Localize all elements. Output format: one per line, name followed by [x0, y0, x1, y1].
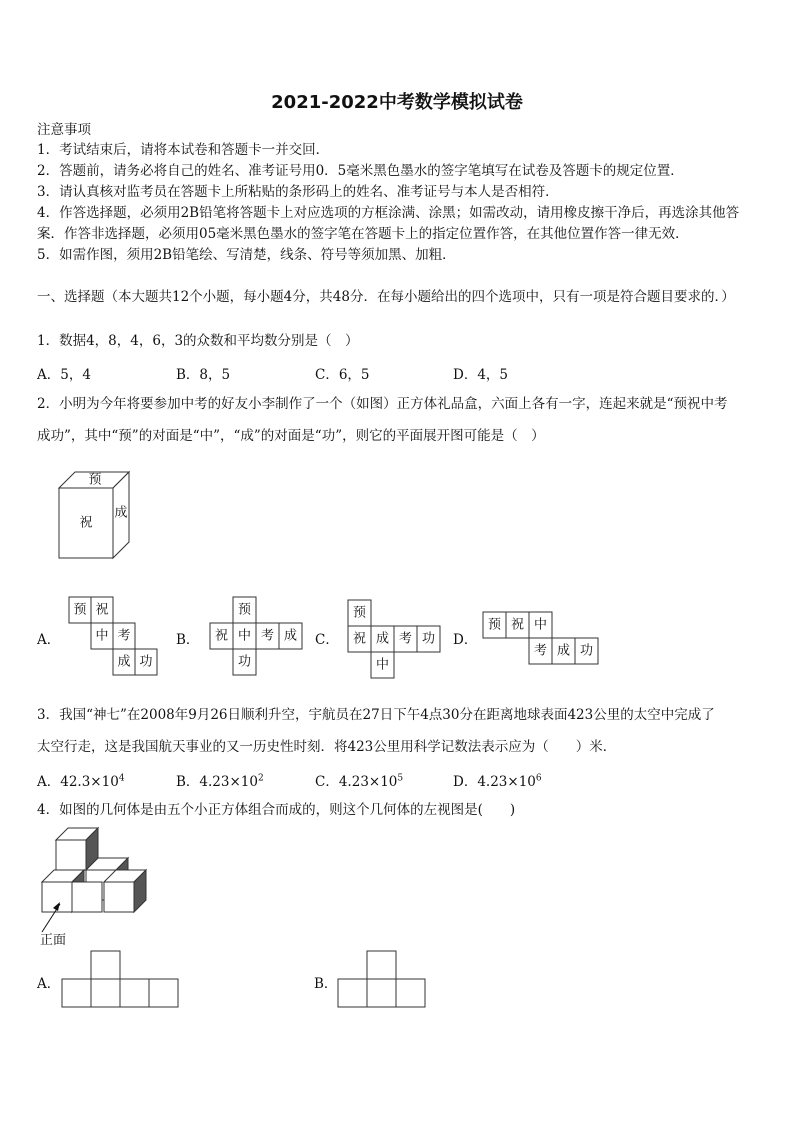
q4-option-a-figure [61, 950, 181, 1014]
q3-option-d-label: D． [453, 774, 478, 790]
q3-option-c-exp: 5 [397, 773, 404, 784]
net-d-cell: 中 [533, 617, 548, 633]
notice-item-3: 3．请认真核对监考员在答题卡上所粘贴的条形码上的姓名、准考证号与本人是否相符． [37, 184, 559, 200]
net-d-cell: 预 [487, 617, 502, 633]
q1-option-c[interactable]: C．6，5 [315, 367, 370, 383]
q3-option-d[interactable] [453, 770, 542, 790]
q2-option-d[interactable]: D． [453, 632, 478, 648]
net-c-cell: 预 [352, 605, 367, 621]
q3-option-c-label: C． [315, 774, 339, 790]
net-b-cell: 中 [237, 628, 252, 644]
q2-net-d [482, 611, 600, 673]
notice-item-5: 5．如需作图，须用2B铅笔绘、写清楚，线条、符号等须加黑、加粗． [37, 247, 456, 263]
section-heading: 一、选择题（本大题共12个小题，每小题4分，共48分．在每小题给出的四个选项中，只有一项是符合题目要求的．） [37, 289, 735, 305]
q1-option-b[interactable]: B．8，5 [176, 367, 231, 383]
net-c-cell: 祝 [352, 631, 367, 647]
cube-right-char: 成 [114, 505, 128, 521]
cube-top-char: 预 [88, 472, 102, 488]
q3-option-d-exp: 6 [535, 773, 542, 784]
q3-option-b-base: 4.23×10 [199, 774, 258, 790]
q3-option-c[interactable] [315, 770, 403, 790]
q3-option-a-base: 42.3×10 [60, 774, 119, 790]
q2-net-a [68, 596, 162, 684]
q2-net-b [209, 596, 305, 684]
q2-net-c [347, 599, 443, 687]
net-d-cell: 功 [579, 643, 594, 659]
q2-option-c[interactable]: C． [315, 632, 339, 648]
q3-stem-line2: 太空行走，这是我国航天事业的又一历史性时刻．将423公里用科学记数法表示应为（ ）米． [37, 739, 617, 755]
net-c-cell: 中 [375, 657, 390, 673]
q1-stem: 1．数据4，8，4，6，3的众数和平均数分别是（ ） [37, 333, 359, 349]
notice-heading: 注意事项 [37, 122, 91, 138]
q3-option-c-base: 4.23×10 [338, 774, 398, 790]
net-c-cell: 考 [398, 631, 413, 647]
q2-stem-line2: 成功”，其中“预”的对面是“中”，“成”的对面是“功”，则它的平面展开图可能是（ ） [37, 428, 545, 444]
q4-stem: 4．如图的几何体是由五个小正方体组合而成的，则这个几何体的左视图是( ) [37, 802, 516, 818]
net-d-cell: 成 [556, 643, 571, 659]
net-b-cell: 成 [283, 628, 298, 644]
notice-item-2: 2．答题前，请务必将自己的姓名、准考证号用0．5毫米黑色墨水的签字笔填写在试卷及答题卡的规定位置． [37, 163, 684, 179]
q3-stem-line1: 3．我国“神七”在2008年9月26日顺利升空，宇航员在27日下午4点30分在距离地球表面423公里的太空中完成了 [37, 707, 715, 723]
net-d-cell: 祝 [510, 617, 525, 633]
net-c-cell: 功 [421, 631, 436, 647]
q1-option-d[interactable]: D．4，5 [453, 367, 509, 383]
net-b-cell: 祝 [214, 628, 229, 644]
net-a-cell: 功 [139, 654, 153, 670]
front-label: 正面 [40, 933, 67, 948]
net-a-cell: 预 [73, 602, 87, 618]
q3-option-b[interactable] [176, 770, 264, 790]
q3-option-a-label: A． [37, 774, 61, 790]
net-a-cell: 中 [95, 628, 109, 644]
q4-option-b[interactable]: B． [314, 976, 338, 992]
q3-option-a-exp: 4 [118, 773, 125, 784]
q2-option-a[interactable]: A． [37, 632, 61, 648]
net-a-cell: 祝 [95, 602, 109, 618]
net-c-cell: 成 [375, 631, 390, 647]
net-d-cell: 考 [533, 643, 548, 659]
cube-front-char: 祝 [79, 515, 93, 531]
net-a-cell: 考 [117, 628, 131, 644]
q3-option-a[interactable] [37, 770, 125, 790]
q4-option-b-figure [337, 950, 429, 1014]
q3-option-b-label: B． [176, 774, 200, 790]
net-b-cell: 功 [237, 654, 252, 670]
notice-item-1: 1．考试结束后，请将本试卷和答题卡一并交回． [37, 142, 330, 158]
page-title: 2021-2022中考数学模拟试卷 [271, 92, 523, 113]
q4-option-a[interactable]: A． [37, 976, 61, 992]
net-b-cell: 考 [260, 628, 275, 644]
q2-option-b[interactable]: B． [176, 632, 200, 648]
q2-cube-figure [55, 466, 135, 564]
q3-option-d-base: 4.23×10 [477, 774, 536, 790]
q2-stem-line1: 2．小明为今年将要参加中考的好友小李制作了一个（如图）正方体礼品盒，六面上各有一字，连起来就是“预祝中考 [37, 396, 728, 412]
q1-option-a[interactable]: A．5，4 [37, 367, 91, 383]
net-a-cell: 成 [117, 654, 131, 670]
q3-option-b-exp: 2 [257, 773, 264, 784]
notice-item-4: 4．作答选择题，必须用2B铅笔将答题卡上对应选项的方框涂满、涂黑；如需改动，请用橡皮擦干净后，再选涂其他答案．作答非选择题，必须用05毫米黑色墨水的签字笔在答题卡上的指定位置作答，在其他位置作答一律无效． [37, 205, 740, 242]
net-b-cell: 预 [237, 602, 252, 618]
